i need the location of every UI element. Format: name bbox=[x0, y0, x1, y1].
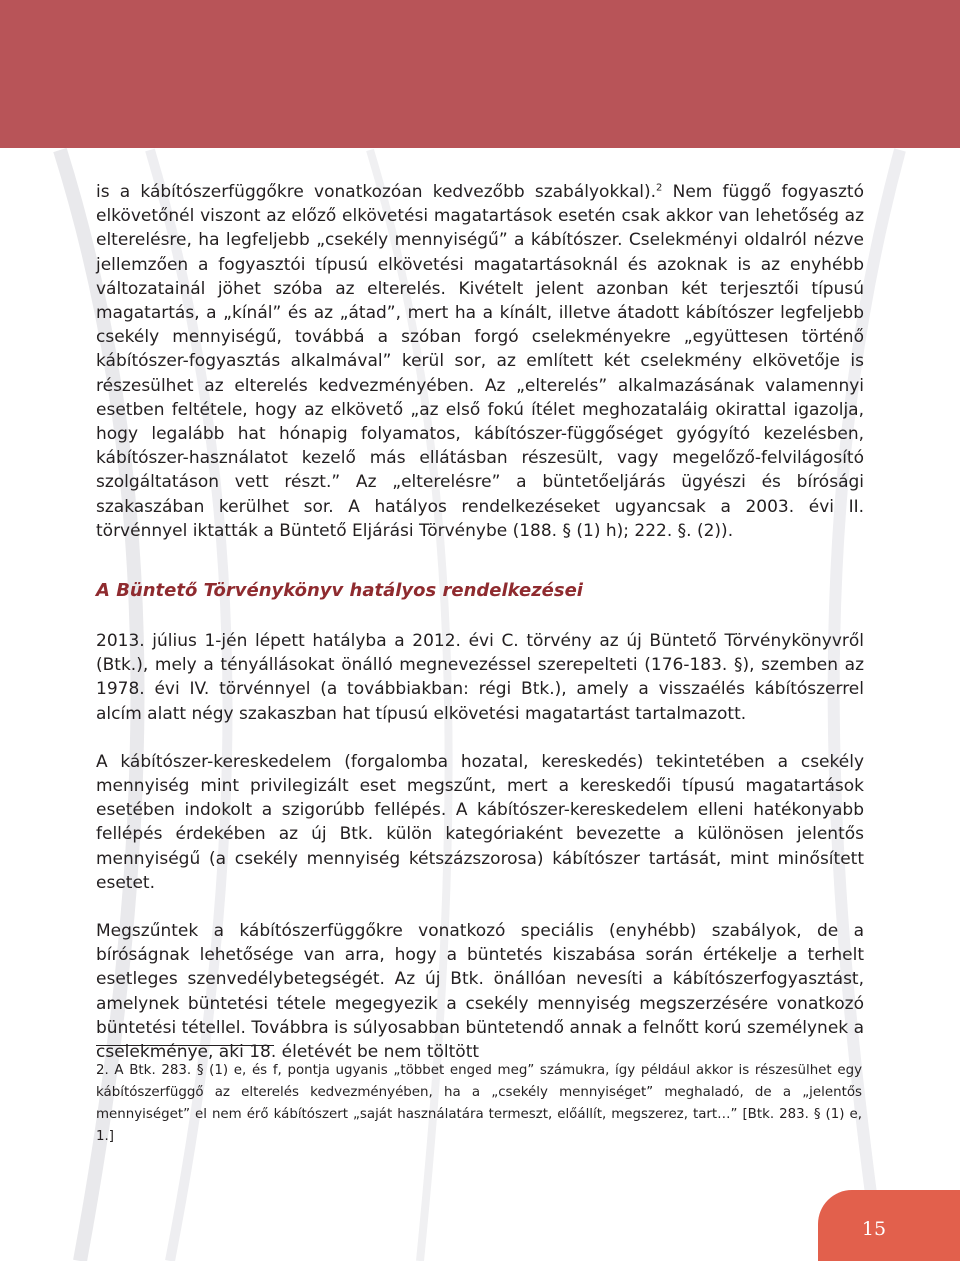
paragraph-text: Nem függő fogyasztó elkövetőnél viszont az előző elkövetési magatartások esetén csak akkor van lehetőség az elterelésre, ha legfeljebb „csekély mennyiségű” a kábítószer. Cselekményi oldalról nézve jellemzően a fogyasztói típusú elkövetési magatartásoknál és azoknak is az enyhébb változatainál jöhet szóba az elterelés. Kivételt jelent azonban két terjesztői típusú magatartás, a „kínál” és az „átad”, mert ha a kínált, illetve átadott kábítószer legfeljebb csekély mennyiségű, továbbá a szóban forgó cselekményekre „együttesen történő kábítószer-fogyasztás alkalmával” kerül sor, az említett két cselekmény elkövetője is részesülhet az elterelés kedvezményében. Az „elterelés” alkalmazásának valamennyi esetben feltétele, hogy az elkövető „az első fokú ítélet meghozataláig okirattal igazolja, hogy legalább hat hónapig folyamatos, kábítószer-függőséget gyógyító kezelésben, kábítószer-használatot kezelő más ellátásban részesült, vagy megelőző-felvilágosító szolgáltatáson vett részt.” Az „elterelésre” a büntetőeljárás ügyészi és bírósági szakaszában kerülhet sor. A hatályos rendelkezéseket ugyancsak a 2003. évi II. törvénnyel iktatták a Büntető Eljárási Törvénybe (188. § (1) h); 222. §. (2)). bbox=[96, 182, 864, 541]
section-heading: A Büntető Törvénykönyv hatályos rendelkezései bbox=[96, 580, 583, 602]
footnote-reference[interactable]: 2 bbox=[656, 182, 663, 194]
body-paragraph bbox=[96, 180, 864, 543]
footnote-divider bbox=[96, 1045, 274, 1046]
body-paragraph: Megszűntek a kábítószerfüggőkre vonatkozó speciális (enyhébb) szabályok, de a bíróságnak lehetősége van arra, hogy a büntetés kiszabása során értékelje a terhelt esetleges szenvedélybetegségét. Az új Btk. önállóan nevesíti a kábítószerfogyasztást, amelynek büntetési tétele megegyezik a csekély mennyiség megszerzésére vonatkozó büntetési tétellel. Továbbra is súlyosabban büntetendő annak a felnőtt korú személynek a cselekménye, aki 18. életévét be nem töltött bbox=[96, 921, 864, 1063]
footnote: 2. A Btk. 283. § (1) e, és f, pontja ugyanis „többet enged meg” számukra, így például akkor is részesülhet egy kábítószerfüggő az elterelés kedvezményében, ha a „csekély mennyiséget” meghaladó, de a „jelentős mennyiséget” el nem érő kábítószert „saját használatára termeszt, előállít, megszerez, tart…” [Btk. 283. § (1) e, 1.] bbox=[96, 1063, 862, 1144]
paragraph-text: is a kábítószerfüggőkre vonatkozóan kedvezőbb szabályokkal). bbox=[96, 182, 657, 202]
header-band bbox=[0, 0, 960, 148]
body-paragraph: 2013. július 1-jén lépett hatályba a 2012. évi C. törvény az új Büntető Törvénykönyvről (Btk.), mely a tényállásokat önálló megnevezéssel szerepelteti (176-183. §), szemben az 1978. évi IV. törvénnyel (a továbbiakban: régi Btk.), amely a visszaélés kábítószerrel alcím alatt négy szakaszban hat típusú elkövetési magatartást tartalmazott. bbox=[96, 631, 864, 724]
body-paragraph: A kábítószer-kereskedelem (forgalomba hozatal, kereskedés) tekintetében a csekély mennyiség mint privilegizált eset megszűnt, mert a kereskedői típusú magatartások esetében indokolt a szigorúbb fellépés. A kábítószer-kereskedelem elleni hatékonyabb fellépés érdekében az új Btk. külön kategóriaként bevezette a különösen jelentős mennyiségű (a csekély mennyiség kétszázszorosa) kábítószer tartását, mint minősített esetet. bbox=[96, 751, 864, 893]
page-number: 15 bbox=[861, 1218, 887, 1240]
page-body bbox=[96, 180, 864, 1064]
